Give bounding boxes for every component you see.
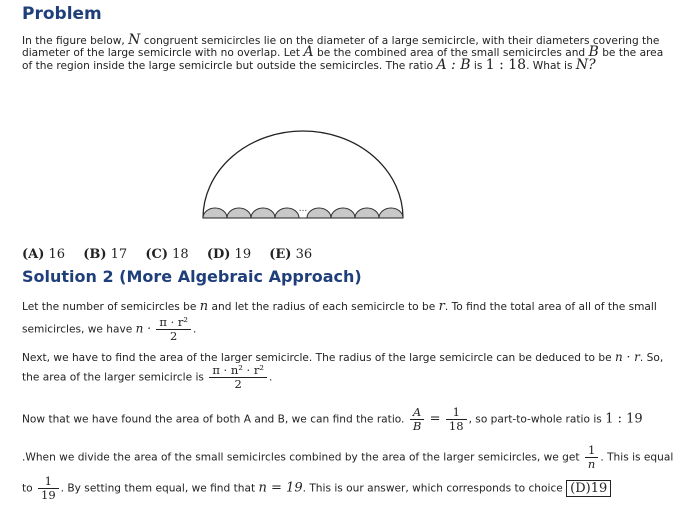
text: . So, bbox=[639, 352, 664, 364]
text: to bbox=[22, 482, 33, 495]
text: semicircles, we have bbox=[22, 323, 133, 336]
choice-value: 16 bbox=[48, 247, 66, 262]
problem-line-2 bbox=[22, 46, 663, 60]
small-semicircle bbox=[331, 208, 355, 218]
text: Now that we have found the area of both A and B, we can find the ratio. bbox=[22, 413, 405, 426]
figure-ellipsis: ... bbox=[298, 204, 308, 214]
text: . bbox=[193, 323, 197, 336]
math-expr: n = 19 bbox=[258, 480, 303, 496]
var-n: N bbox=[128, 32, 141, 48]
choice-label: (C) bbox=[145, 247, 168, 262]
fraction bbox=[585, 444, 598, 471]
numerator: 1 bbox=[585, 444, 598, 458]
numerator: 1 bbox=[446, 406, 467, 420]
text: and let the radius of each semicircle to be bbox=[211, 301, 436, 313]
choice-a bbox=[22, 247, 65, 262]
problem-heading: Problem bbox=[22, 4, 102, 24]
ratio-value: 1 : 19 bbox=[605, 411, 643, 427]
text: the area of the larger semicircle is bbox=[22, 371, 204, 384]
small-semicircle bbox=[355, 208, 379, 218]
problem-line-3 bbox=[22, 59, 596, 73]
boxed-answer: (D)19 bbox=[566, 480, 611, 497]
choice-b bbox=[83, 247, 127, 262]
text: . This is equal bbox=[600, 451, 673, 464]
text: . This is our answer, which corresponds to choice bbox=[302, 482, 563, 495]
small-semicircle bbox=[227, 208, 251, 218]
solution-line-4 bbox=[22, 364, 272, 391]
solution-line-2 bbox=[22, 316, 196, 343]
choice-label: (B) bbox=[83, 247, 107, 262]
denominator: 2 bbox=[234, 377, 242, 391]
solution-line-7 bbox=[22, 475, 611, 502]
fraction bbox=[446, 406, 467, 433]
var-n: n bbox=[199, 299, 209, 314]
small-semicircle bbox=[275, 208, 299, 218]
choice-label: (A) bbox=[22, 247, 45, 262]
choice-value: 17 bbox=[110, 247, 128, 262]
solution-line-6 bbox=[22, 444, 673, 471]
denominator: 2 bbox=[170, 329, 178, 343]
text: diameter of the large semicircle with no overlap. Let bbox=[22, 47, 301, 59]
semicircles-figure bbox=[196, 123, 410, 223]
small-semicircle bbox=[307, 208, 331, 218]
text: . To find the total area of all of the small bbox=[444, 301, 657, 313]
solution-line-3 bbox=[22, 351, 663, 365]
numerator: A bbox=[410, 406, 424, 420]
ratio-value: 1 : 18 bbox=[485, 57, 527, 73]
denominator: B bbox=[412, 419, 422, 433]
numerator: π · n² · r² bbox=[209, 364, 267, 378]
choice-label: (E) bbox=[269, 247, 292, 262]
text: In the figure below, bbox=[22, 35, 125, 47]
var-b: B bbox=[588, 44, 599, 60]
small-semicircle bbox=[251, 208, 275, 218]
fraction bbox=[156, 316, 191, 343]
denominator: 19 bbox=[41, 488, 56, 502]
text: of the region inside the large semicircle but outside the semicircles. The ratio bbox=[22, 60, 434, 72]
text: , so part-to-whole ratio is bbox=[468, 413, 602, 426]
equals: = bbox=[429, 411, 441, 427]
text: congruent semicircles lie on the diameter of a large semicircle, with their diameters covering the bbox=[143, 35, 660, 47]
small-semicircle bbox=[379, 208, 403, 218]
text: .When we divide the area of the small semicircles combined by the area of the larger semicircles, we get bbox=[22, 451, 580, 464]
choice-label: (D) bbox=[206, 247, 231, 262]
var-a: A bbox=[303, 44, 314, 60]
fraction bbox=[410, 406, 424, 433]
choice-value: 36 bbox=[295, 247, 313, 262]
text: be the combined area of the small semicircles and bbox=[316, 47, 586, 59]
choice-value: 19 bbox=[234, 247, 252, 262]
var-r: r bbox=[438, 299, 445, 314]
ratio-expr: A : B bbox=[436, 57, 471, 73]
math-expr: n · bbox=[135, 321, 152, 336]
choice-value: 18 bbox=[172, 247, 189, 262]
text: Let the number of semicircles be bbox=[22, 301, 197, 313]
small-semicircle bbox=[203, 208, 227, 218]
answer-choices bbox=[22, 247, 326, 262]
denominator: n bbox=[587, 457, 596, 471]
denominator: 18 bbox=[448, 419, 464, 433]
fraction bbox=[209, 364, 267, 391]
text: be the area bbox=[602, 47, 664, 59]
text: . By setting them equal, we find that bbox=[60, 482, 256, 495]
choice-e bbox=[269, 247, 312, 262]
question-var: N? bbox=[575, 57, 596, 73]
text: is bbox=[473, 60, 483, 72]
numerator: 1 bbox=[38, 475, 59, 489]
fraction bbox=[38, 475, 59, 502]
text: . What is bbox=[526, 60, 573, 72]
solution-heading: Solution 2 (More Algebraic Approach) bbox=[22, 267, 362, 286]
solution-line-5 bbox=[22, 406, 643, 433]
text: Next, we have to find the area of the larger semicircle. The radius of the large semicircle can be deduced to be bbox=[22, 352, 612, 364]
text: . bbox=[268, 371, 273, 384]
numerator: π · r² bbox=[156, 316, 191, 330]
choice-c bbox=[145, 247, 188, 262]
choice-d bbox=[207, 247, 251, 262]
solution-line-1 bbox=[22, 300, 657, 314]
math-expr: n · r bbox=[614, 350, 640, 364]
